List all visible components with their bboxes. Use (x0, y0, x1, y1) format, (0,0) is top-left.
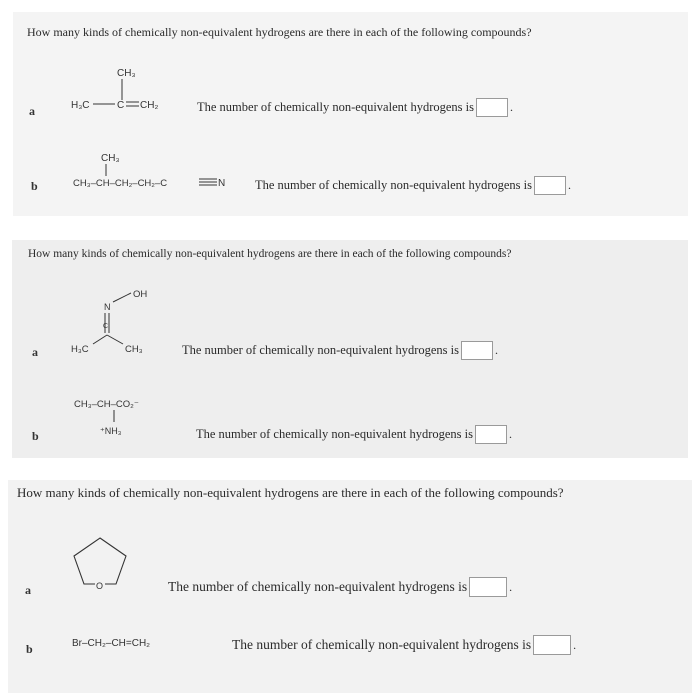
atom-o: O (96, 581, 104, 591)
answer-input[interactable] (533, 635, 571, 655)
answer-line-1a: The number of chemically non-equivalent hydrogens is . (197, 98, 513, 117)
answer-prompt: The number of chemically non-equivalent hydrogens is (232, 637, 532, 652)
atom-top: CH₃ (101, 153, 120, 164)
atom-n: N (218, 178, 226, 189)
atom-right: CH₂ (140, 100, 159, 111)
atom-c: C (103, 323, 109, 330)
molecule-2b (72, 392, 192, 442)
atom-left: H₃C (71, 100, 90, 111)
answer-line-1b: The number of chemically non-equivalent hydrogens is . (255, 176, 571, 195)
item-label-a: a (25, 583, 31, 597)
question-panel-3 (8, 480, 692, 693)
item-label-b: b (31, 179, 38, 193)
molecule-3b (70, 630, 210, 654)
molecule-2a (67, 280, 167, 360)
molecule-1b (71, 149, 236, 194)
atom-right: CH₃ (125, 344, 143, 355)
answer-prompt: The number of chemically non-equivalent hydrogens is (168, 579, 468, 594)
answer-line-2b: The number of chemically non-equivalent hydrogens is . (196, 425, 512, 444)
answer-prompt: The number of chemically non-equivalent hydrogens is (182, 343, 460, 357)
atom-left: H₃C (71, 344, 89, 355)
molecule-1a (69, 64, 179, 119)
atom-chain: CH₃–CH–CH₂–CH₂–C (73, 178, 168, 189)
item-label-a: a (29, 104, 35, 118)
atom-top: CH₃ (117, 68, 136, 79)
answer-line-2a: The number of chemically non-equivalent hydrogens is . (182, 341, 498, 360)
answer-input[interactable] (461, 341, 493, 360)
atom-oh: OH (133, 289, 148, 300)
item-label-b: b (26, 642, 33, 656)
answer-line-3a: The number of chemically non-equivalent hydrogens is . (168, 577, 512, 597)
answer-line-3b: The number of chemically non-equivalent hydrogens is . (232, 635, 576, 655)
answer-prompt: The number of chemically non-equivalent hydrogens is (196, 427, 474, 441)
question-text: How many kinds of chemically non-equivalent hydrogens are there in each of the following compounds? (27, 25, 532, 39)
molecule-3a (68, 532, 138, 597)
answer-input[interactable] (534, 176, 566, 195)
atom-n: N (104, 302, 111, 312)
item-label-b: b (32, 429, 39, 443)
answer-prompt: The number of chemically non-equivalent hydrogens is (255, 178, 533, 192)
answer-prompt: The number of chemically non-equivalent hydrogens is (197, 100, 475, 114)
question-panel-1 (13, 12, 688, 216)
question-panel-2 (12, 240, 688, 458)
atom-chain: CH₃–CH–CO₂⁻ (74, 399, 139, 410)
atom-center: C (117, 100, 125, 111)
atom-bottom: ⁺NH₃ (100, 426, 122, 436)
item-label-a: a (32, 345, 38, 359)
answer-input[interactable] (469, 577, 507, 597)
atom-formula: Br–CH₂–CH=CH₂ (72, 638, 151, 649)
question-text: How many kinds of chemically non-equivalent hydrogens are there in each of the following compounds? (28, 248, 512, 260)
answer-input[interactable] (475, 425, 507, 444)
answer-input[interactable] (476, 98, 508, 117)
question-text: How many kinds of chemically non-equivalent hydrogens are there in each of the following compounds? (17, 485, 564, 500)
